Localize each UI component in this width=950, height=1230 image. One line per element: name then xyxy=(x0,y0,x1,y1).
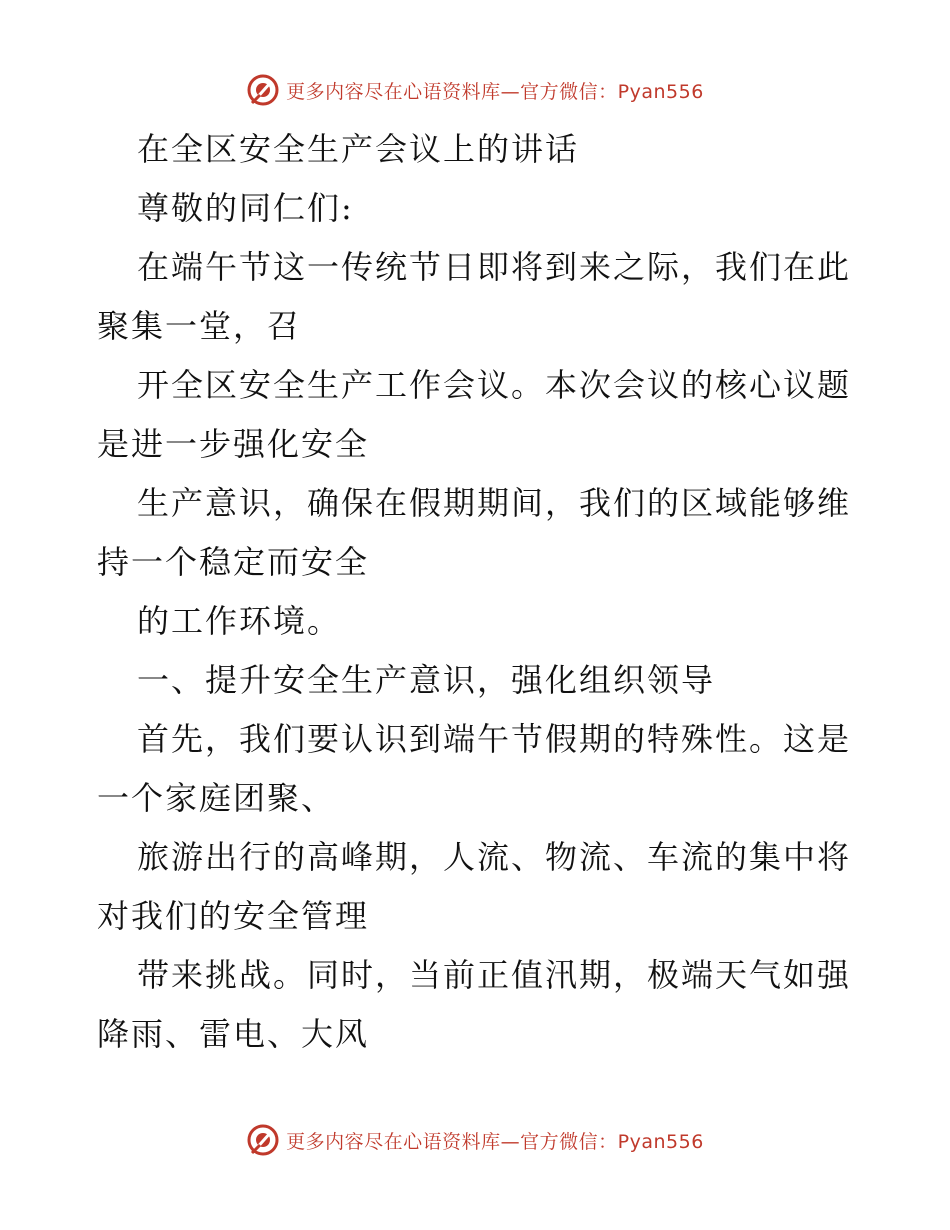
text-line: 首先，我们要认识到端午节假期的特殊性。这是 xyxy=(137,720,852,758)
text-line: 旅游出行的高峰期，人流、物流、车流的集中将 xyxy=(137,838,852,876)
document-title: 在全区安全生产会议上的讲话 xyxy=(137,130,580,168)
text-line: 生产意识，确保在假期期间，我们的区域能够维 xyxy=(137,484,852,522)
document-body xyxy=(97,120,857,1064)
footer-watermark xyxy=(0,1122,950,1158)
text-line: 的工作环境。 xyxy=(137,602,342,640)
document-greeting: 尊敬的同仁们: xyxy=(137,189,354,227)
text-line: 是进一步强化安全 xyxy=(97,425,370,463)
text-line: 对我们的安全管理 xyxy=(97,897,370,935)
text-line: 降雨、雷电、大风 xyxy=(97,1015,370,1053)
logo-icon xyxy=(246,1123,280,1157)
text-line: 在端午节这一传统节日即将到来之际，我们在此 xyxy=(137,248,852,286)
text-line: 带来挑战。同时，当前正值汛期，极端天气如强 xyxy=(137,956,852,994)
text-line: 持一个稳定而安全 xyxy=(97,543,370,581)
paragraph-lines xyxy=(97,238,857,1064)
logo-icon xyxy=(246,73,280,107)
watermark-text: 更多内容尽在心语资料库—官方微信：Pyan556 xyxy=(286,1130,704,1153)
header-watermark xyxy=(0,72,950,108)
text-line: 一个家庭团聚、 xyxy=(97,779,336,817)
watermark-text: 更多内容尽在心语资料库—官方微信：Pyan556 xyxy=(286,80,704,103)
text-line: 一、提升安全生产意识，强化组织领导 xyxy=(137,661,716,699)
text-line: 聚集一堂，召 xyxy=(97,307,302,345)
text-line: 开全区安全生产工作会议。本次会议的核心议题 xyxy=(137,366,852,404)
